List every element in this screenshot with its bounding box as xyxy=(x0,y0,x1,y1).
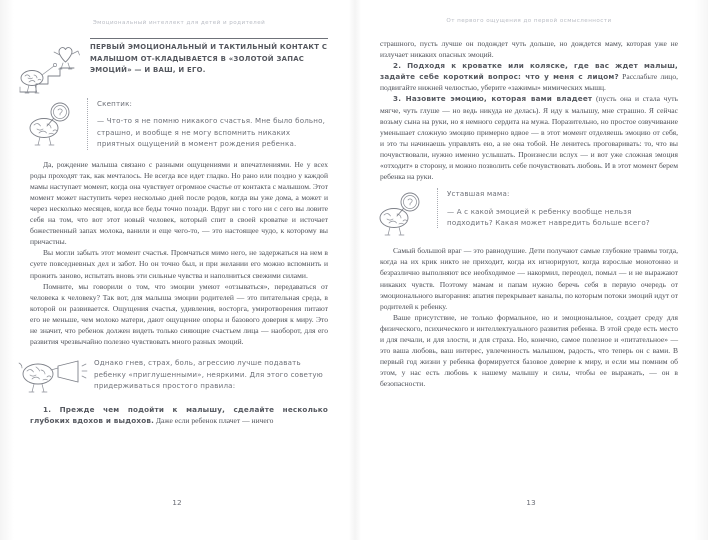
left-running-head: Эмоциональный интеллект для детей и родителей xyxy=(92,20,266,26)
tired-mom-quote-body xyxy=(437,188,678,228)
megaphone-block xyxy=(30,357,328,397)
tired-mom-speaker-label: Уставшая мама: xyxy=(447,189,510,199)
left-paragraph-1: Да, рождение малыша связано с разными ощущениями и впечатлениями. Не у всех роды проходят так, как мечталось. Не всегда все идет гладко. Но рано или поздно у каждой мамы наступает момент, когда она чувствует огромное счастье от контакта с малышом. Этот момент может наступить через несколько дней после родов, когда вы уже дома, а может и через несколько месяцев, когда все беды точно позади. Вдруг ни с того ни с сего вы ловите себя на том, что вот этот новый человек, который спит в своей кроватке и источает божественный запах молока, ванили и еще чего-то, — это настоящее чудо, к которому вы причастны. xyxy=(30,159,328,247)
tired-mom-quote-text: — А с какой эмоцией к ребенку вообще нельзя подходить? Какая может навредить больше всего? xyxy=(447,206,650,228)
left-paragraph-2: Вы могли забыть этот момент счастья. Промчаться мимо него, не задержаться на нем в суете повседневных дел и забот. Но он точно был, и при желании его можно вспомнить и прожить заново, испытать вновь эти сильные чувства и наполниться свежими силами. xyxy=(30,248,328,280)
right-page xyxy=(354,0,708,540)
left-rule-1-emphasis: 1. Прежде чем подойти к малышу, сделайте несколько глубоких вдохов и выдохов. xyxy=(30,405,328,426)
brain-with-magnifying-glass-icon xyxy=(372,188,430,238)
skeptic-quote-block xyxy=(30,98,328,150)
right-paragraph-1: Самый большой враг — это равнодушие. Дети получают самые глубокие травмы тогда, когда на их крик никто не приходит, когда их игнорируют, когда взрослые монотонно и безразлично выполняют все необходимое — накормил, переодел, помыл — и не выражают никаких чувств. Поэтому мамам и папам нужно беречь себя в первую очередь от эмоционального выгорания: апатия перекрывает каналы, по которым потоки эмоций идут от родителей к ребенку. xyxy=(380,246,679,311)
left-rule-1-continuation: Даже если ребенок плачет — ничего xyxy=(154,416,274,426)
left-paragraph-3: Помните, мы говорили о том, что эмоции умеют «отзываться», передаваться от человека к человеку? Так вот, для малыша эмоции родителей — это питательная среда, в которой он развивается. Ощущения счастья, удивления, восторга, умиротворения питают его не меньше, чем молоко матери, дают ощущение опоры и базового доверия к миру. Это не значит, что ребенок должен видеть только сияющие счастьем лица — наоборот, для его развития чрезвычайно полезно чувствовать много разных эмоций. xyxy=(30,281,328,347)
right-continuation-paragraph: страшного, пусть лучше он подождет чуть дольше, но дождется маму, которая уже не излучает никаких опасных эмоций. xyxy=(380,39,678,60)
right-rule-3-continuation: (пусть она и стала чуть мягче, чуть глуше — но ведь никуда не делась). Я иду к малышу, мне страшно. Я сейчас возьму сына на руки, но я немного сердита на мужа. Поразительно, но простое озвучивание уменьшает сложную эмоцию примерно вдвое — в этот момент отделяешь эмоцию от себя, и это ты начинаешь управлять ею, а не она тобой. Не ленитесь проговаривать: то, что вы почувствовали, нужно именно услышать. Произнесли вслух — и вот уже сложная эмоция «отходит» в сторону, и можно позволить себе почувствовать любовь. И в этот момент берем ребенка на руки. xyxy=(380,94,678,182)
right-rule-2 xyxy=(380,60,678,93)
brain-with-megaphone-icon xyxy=(16,357,94,397)
tired-mom-quote-block xyxy=(380,188,678,236)
brain-with-magnifying-glass-icon xyxy=(22,98,80,148)
left-callout-text: ПЕРВЫЙ ЭМОЦИОНАЛЬНЫЙ И ТАКТИЛЬНЫЙ КОНТАКТ С МАЛЫШОМ ОТ-КЛАДЫВАЕТСЯ В «ЗОЛОТОЙ ЗАПАС ЭМОЦИЙ» — И ВАШ, И ЕГО. xyxy=(90,38,328,77)
right-rule-3 xyxy=(380,93,678,182)
right-rule-2-emphasis: 2. Подходя к кроватке или коляске, где вас ждет малыш, задайте себе короткий вопрос: что у меня с лицом? xyxy=(380,61,678,82)
right-running-head: От первого ощущения до первой осмысленности xyxy=(446,18,612,24)
left-callout xyxy=(30,38,328,90)
right-paragraph-2: Ваше присутствие, не только формальное, но и эмоциональное, создает среду для физического, психического и интеллектуального развития ребенка. В этой среде есть место и для печали, и для злости, и для страха. Но, конечно, самое полезное и «питательное» — это ваша любовь, ваш интерес, увлеченность малышом, радость, что теперь он с вами. В первый год жизни у ребенка формируется базовое доверие к миру, и если мы помним об этом, у нас есть любовь к нашему малышу и силы, чтобы ее выражать, — он в безопасности. xyxy=(380,312,678,389)
right-folio: 13 xyxy=(526,498,536,507)
left-rule-1 xyxy=(30,404,328,426)
brain-climbing-stairs-to-heart-icon xyxy=(16,42,92,100)
skeptic-quote-text: — Что-то я не помню никакого счастья. Мне было больно, страшно, и вообще я не могу вспомнить никаких приятных ощущений в момент рождения ребенка. xyxy=(97,116,326,149)
skeptic-quote-body xyxy=(87,98,328,150)
right-rule-3-emphasis: 3. Назовите эмоцию, которая вами владеет xyxy=(393,94,593,104)
skeptic-speaker-label: Скептик: xyxy=(97,99,133,108)
right-rule-2-continuation: Расслабьте лицо, подвигайте нижней челюстью, уберите «зажимы» мимических мышц. xyxy=(380,72,679,93)
megaphone-text: Однако гнев, страх, боль, агрессию лучше подавать ребенку «приглушенными», неяркими. Для этого советую придерживаться простого правила: xyxy=(94,358,323,391)
left-folio: 12 xyxy=(172,498,182,507)
